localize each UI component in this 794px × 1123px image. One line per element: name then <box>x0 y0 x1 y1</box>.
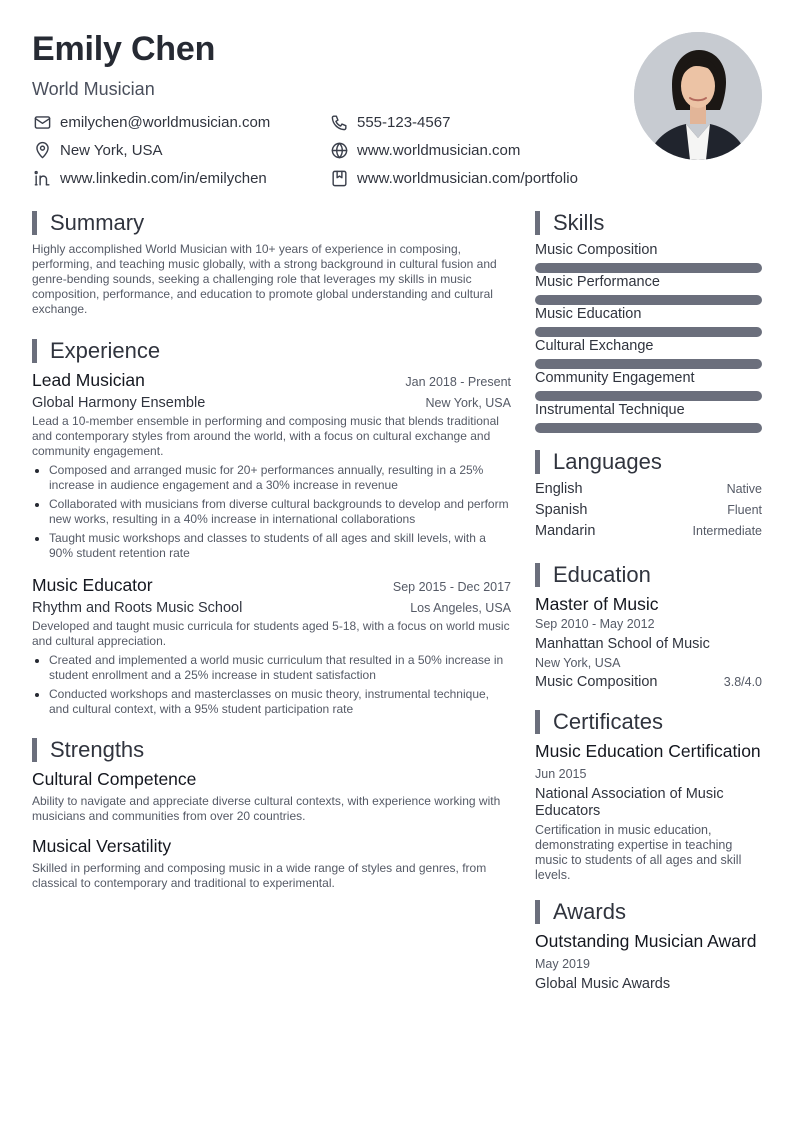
portfolio-text: www.worldmusician.com/portfolio <box>357 169 578 187</box>
language-name: English <box>535 481 583 497</box>
experience-heading <box>32 338 511 364</box>
contact-website[interactable] <box>329 140 622 160</box>
education-heading <box>535 562 762 588</box>
certificate-name: Music Education Certification <box>535 741 761 761</box>
phone-text: 555-123-4567 <box>357 113 451 131</box>
skill-level-bar <box>535 295 762 305</box>
education-field: Music Composition <box>535 674 658 690</box>
skill-name: Music Education <box>535 306 642 322</box>
education-section <box>535 562 762 695</box>
right-column <box>535 210 762 993</box>
job-bullet: Taught music workshops and classes to students of all ages and skill levels, with a 90% student retention rate <box>32 531 511 561</box>
location-text: New York, USA <box>60 141 163 159</box>
skills-list <box>535 242 762 433</box>
map-pin-icon <box>32 140 52 160</box>
skill-name: Music Composition <box>535 242 658 258</box>
certificate-description: Certification in music education, demonstrating expertise in teaching music to students of all ages and skill levels. <box>535 823 742 882</box>
skill-level-bar <box>535 391 762 401</box>
job-location: New York, USA <box>425 396 511 410</box>
left-column <box>32 210 511 891</box>
certificate-date: Jun 2015 <box>535 767 587 781</box>
skill-level-bar <box>535 263 762 273</box>
contact-linkedin[interactable] <box>32 168 329 188</box>
job-company: Global Harmony Ensemble <box>32 395 206 411</box>
language-level: Native <box>726 482 762 496</box>
candidate-name: Emily Chen <box>32 30 216 68</box>
globe-icon <box>329 140 349 160</box>
job-subheader <box>32 395 511 411</box>
awards-heading <box>535 899 762 925</box>
job-title: Music Educator <box>32 575 153 595</box>
summary-section <box>32 210 511 317</box>
job-subheader <box>32 600 511 616</box>
award-issuer: Global Music Awards <box>535 976 671 992</box>
job-bullet: Conducted workshops and masterclasses on music theory, instrumental technique, and cultural context, with a 95% student participation rate <box>32 687 511 717</box>
section-title: Languages <box>553 449 662 474</box>
education-gpa: 3.8/4.0 <box>723 675 762 689</box>
job-entry <box>32 370 511 561</box>
section-title: Awards <box>553 899 626 924</box>
language-row <box>535 481 762 502</box>
language-name: Mandarin <box>535 523 596 539</box>
skill-item <box>535 306 762 337</box>
award-date: May 2019 <box>535 957 590 971</box>
job-header <box>32 575 511 596</box>
education-location: New York, USA <box>535 656 621 670</box>
section-title: Certificates <box>553 709 664 734</box>
award-name: Outstanding Musician Award <box>535 931 757 951</box>
job-bullet: Collaborated with musicians from diverse cultural backgrounds to develop and perform new works, resulting in a 40% increase in international collaborations <box>32 497 511 527</box>
skill-level-bar <box>535 327 762 337</box>
job-bullets <box>32 653 511 717</box>
contact-list <box>32 112 622 188</box>
summary-heading <box>32 210 511 236</box>
section-accent-bar <box>535 563 540 587</box>
languages-heading <box>535 449 762 475</box>
section-accent-bar <box>535 450 540 474</box>
linkedin-icon <box>32 168 52 188</box>
skill-item <box>535 338 762 369</box>
skill-item <box>535 274 762 305</box>
language-row <box>535 502 762 523</box>
skill-item <box>535 402 762 433</box>
section-accent-bar <box>535 211 540 235</box>
awards-section <box>535 899 762 993</box>
profile-photo <box>634 32 762 160</box>
contact-phone[interactable] <box>329 112 622 132</box>
job-dates: Jan 2018 - Present <box>405 375 511 389</box>
section-title: Experience <box>50 338 161 363</box>
website-text: www.worldmusician.com <box>357 141 521 159</box>
section-accent-bar <box>535 900 540 924</box>
section-title: Strengths <box>50 737 145 762</box>
summary-text: Highly accomplished World Musician with 10+ years of experience in composing, performing, and teaching music globally, with a strong background in cultural fusion and genre-bending sounds, seeking a challenging role that leverages my skills in music composition, performance, and education to promote global understanding and cultural exchange. <box>32 242 497 316</box>
education-degree: Master of Music <box>535 594 659 614</box>
job-title: Lead Musician <box>32 370 145 390</box>
language-row <box>535 523 762 544</box>
language-name: Spanish <box>535 502 588 518</box>
job-entry <box>32 575 511 717</box>
section-title: Summary <box>50 210 145 235</box>
skill-name: Music Performance <box>535 274 660 290</box>
certificates-section <box>535 709 762 883</box>
strengths-section <box>32 737 511 891</box>
language-level: Intermediate <box>692 524 762 538</box>
job-dates: Sep 2015 - Dec 2017 <box>392 580 511 594</box>
email-icon <box>32 112 52 132</box>
strength-item <box>32 836 511 891</box>
education-field-row <box>535 674 762 695</box>
strength-text: Ability to navigate and appreciate diverse cultural contexts, with experience working with musicians and communities from over 20 countries. <box>32 794 501 823</box>
job-description: Lead a 10-member ensemble in performing and composing music that blends traditional and contemporary styles from around the world, with a focus on cultural exchange and community engagement. <box>32 414 499 458</box>
job-header <box>32 370 511 391</box>
section-accent-bar <box>32 339 37 363</box>
section-accent-bar <box>32 211 37 235</box>
strength-title: Musical Versatility <box>32 836 172 856</box>
strength-title: Cultural Competence <box>32 769 197 789</box>
job-bullets <box>32 463 511 561</box>
skill-name: Community Engagement <box>535 370 695 386</box>
skill-name: Instrumental Technique <box>535 402 685 418</box>
strength-item <box>32 769 511 824</box>
languages-section <box>535 449 762 544</box>
education-school: Manhattan School of Music <box>535 636 710 652</box>
job-description: Developed and taught music curricula for students aged 5-18, with a focus on world music and cultural appreciation. <box>32 619 510 648</box>
experience-section <box>32 338 511 717</box>
job-bullet: Composed and arranged music for 20+ performances annually, resulting in a 25% increase in audience engagement and a 30% increase in revenue <box>32 463 511 493</box>
contact-location <box>32 140 329 160</box>
skill-item <box>535 370 762 401</box>
job-bullet: Created and implemented a world music curriculum that resulted in a 50% increase in student enrollment and a 25% increase in student satisfaction <box>32 653 511 683</box>
certificate-issuer: National Association of Music Educators <box>535 786 724 819</box>
skill-level-bar <box>535 423 762 433</box>
skill-item <box>535 242 762 273</box>
section-title: Skills <box>553 210 605 235</box>
job-company: Rhythm and Roots Music School <box>32 600 243 616</box>
skill-level-bar <box>535 359 762 369</box>
skills-section <box>535 210 762 433</box>
contact-portfolio[interactable] <box>329 168 622 188</box>
strength-text: Skilled in performing and composing music in a wide range of styles and genres, from classical to contemporary and traditional to experimental. <box>32 861 487 890</box>
skill-name: Cultural Exchange <box>535 338 654 354</box>
email-text: emilychen@worldmusician.com <box>60 113 271 131</box>
contact-email[interactable] <box>32 112 329 132</box>
bookmark-icon <box>329 168 349 188</box>
skills-heading <box>535 210 762 236</box>
education-dates: Sep 2010 - May 2012 <box>535 617 655 631</box>
section-title: Education <box>553 562 651 587</box>
phone-icon <box>329 112 349 132</box>
certificates-heading <box>535 709 762 735</box>
section-accent-bar <box>32 738 37 762</box>
candidate-role: World Musician <box>32 79 155 99</box>
job-location: Los Angeles, USA <box>410 601 511 615</box>
section-accent-bar <box>535 710 540 734</box>
strengths-heading <box>32 737 511 763</box>
linkedin-text: www.linkedin.com/in/emilychen <box>60 169 267 187</box>
language-level: Fluent <box>727 503 762 517</box>
